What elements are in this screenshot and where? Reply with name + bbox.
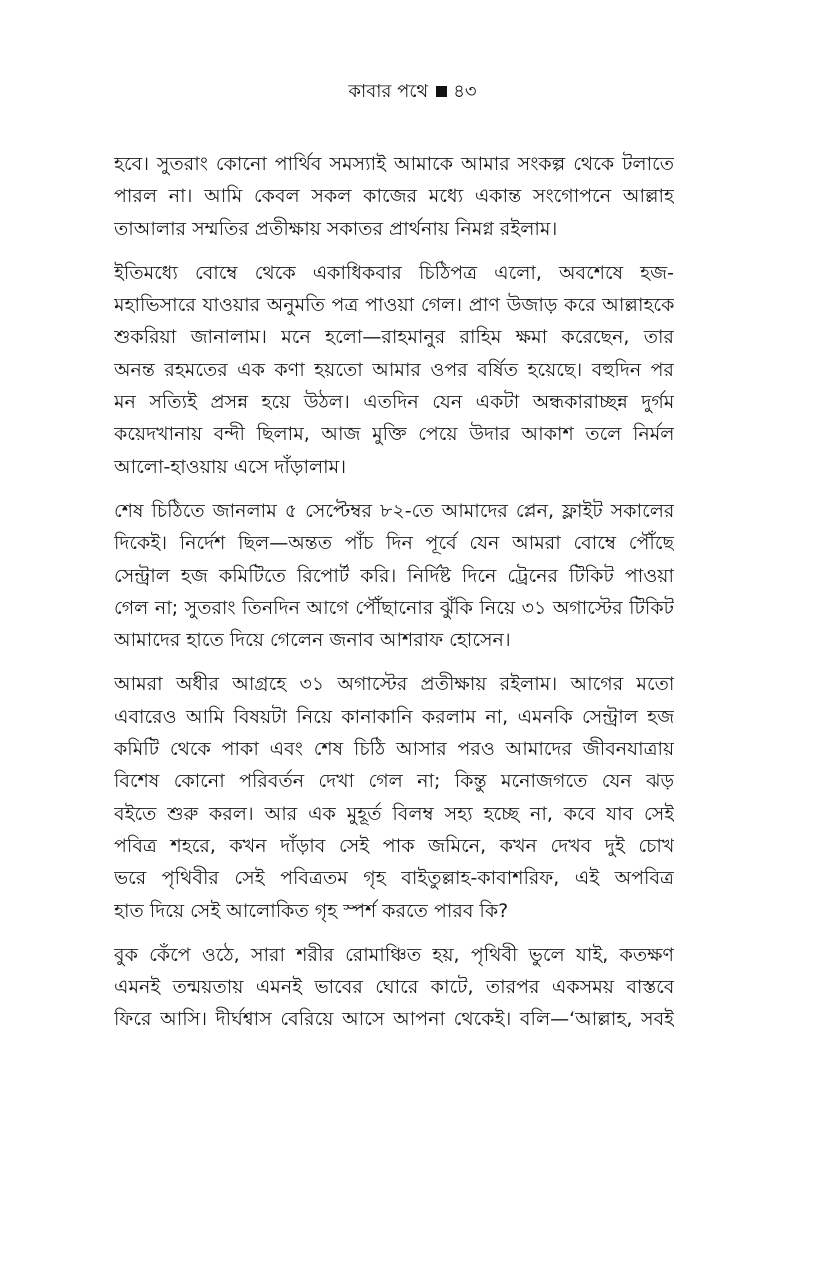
text-line: এবারেও আমি বিষয়টা নিয়ে কানাকানি করলাম না, এমনকি সেন্ট্রাল হজ	[114, 705, 674, 728]
page-number: ৪৩	[453, 81, 477, 102]
text-line: হাত দিয়ে সেই আলোকিত গৃহ স্পর্শ করতে পারব কি?	[114, 899, 509, 922]
paragraph	[114, 668, 674, 926]
paragraph	[114, 148, 674, 245]
text-line: হবে। সুতরাং কোনো পার্থিব সমস্যাই আমাকে আমার সংকল্প থেকে টলাতে	[114, 153, 674, 175]
text-line: আমাদের হাতে দিয়ে গেলেন জনাব আশরাফ হোসেন।	[114, 629, 511, 652]
paragraph	[114, 939, 674, 1036]
text-line: পবিত্র শহরে, কখন দাঁড়াব সেই পাক জমিনে, কখন দেখব দুই চোখ	[114, 834, 674, 857]
text-line: মন সত্যিই প্রসন্ন হয়ে উঠল। এতদিন যেন একটা অন্ধকারাচ্ছন্ন দুর্গম	[114, 391, 674, 414]
text-line: ভরে পৃথিবীর সেই পবিত্রতম গৃহ বাইতুল্লাহ-কাবাশরিফ, এই অপবিত্র	[114, 867, 674, 890]
text-line: বিশেষ কোনো পরিবর্তন দেখা গেল না; কিন্তু মনোজগতে যেন ঝড়	[114, 770, 674, 793]
text-line: সেন্ট্রাল হজ কমিটিতে রিপোর্ট করি। নির্দিষ্ট দিনে ট্রেনের টিকিট পাওয়া	[114, 564, 674, 587]
text-line: বুক কেঁপে ওঠে, সারা শরীর রোমাঞ্চিত হয়, পৃথিবী ভুলে যাই, কতক্ষণ	[114, 943, 674, 966]
text-line: দিকেই। নির্দেশ ছিল—অন্তত পাঁচ দিন পূর্বে যেন আমরা বোম্বে পৌঁছে	[114, 532, 674, 555]
header-title: কাবার পথে	[348, 81, 429, 102]
square-bullet-icon	[436, 86, 447, 97]
text-line: অনন্ত রহমতের এক কণা হয়তো আমার ওপর বর্ষিত হয়েছে। বহুদিন পর	[114, 358, 674, 381]
text-line: কমিটি থেকে পাকা এবং শেষ চিঠি আসার পরও আমাদের জীবনযাত্রায়	[114, 738, 674, 761]
running-header	[0, 80, 825, 104]
text-line: তাআলার সম্মতির প্রতীক্ষায় সকাতর প্রার্থনায় নিমগ্ন রইলাম।	[114, 217, 558, 240]
text-line: শেষ চিঠিতে জানলাম ৫ সেপ্টেম্বর ৮২-তে আমাদের প্লেন, ফ্লাইট সকালের	[114, 499, 674, 522]
text-line: শুকরিয়া জানালাম। মনে হলো—রাহমানুর রাহিম ক্ষমা করেছেন, তার	[114, 326, 674, 349]
text-line: বইতে শুরু করল। আর এক মুহূর্ত বিলম্ব সহ্য হচ্ছে না, কবে যাব সেই	[114, 802, 674, 825]
paragraph	[114, 257, 674, 483]
text-line: ফিরে আসি। দীর্ঘশ্বাস বেরিয়ে আসে আপনা থেকেই। বলি—‘আল্লাহ, সবই	[114, 1008, 674, 1031]
body-text	[114, 148, 674, 1048]
text-line: এমনই তন্ময়তায় এমনই ভাবের ঘোরে কাটে, তারপর একসময় বাস্তবে	[114, 976, 674, 999]
text-line: ইতিমধ্যে বোম্বে থেকে একাধিকবার চিঠিপত্র এলো, অবশেষে হজ-	[114, 261, 674, 284]
paragraph	[114, 495, 674, 656]
text-line: গেল না; সুতরাং তিনদিন আগে পৌঁছানোর ঝুঁকি নিয়ে ৩১ অগাস্টের টিকিট	[114, 596, 674, 619]
text-line: মহাভিসারে যাওয়ার অনুমতি পত্র পাওয়া গেল। প্রাণ উজাড় করে আল্লাহকে	[114, 294, 674, 317]
text-line: পারল না। আমি কেবল সকল কাজের মধ্যে একান্ত সংগোপনে আল্লাহ	[114, 185, 674, 208]
text-line: কয়েদখানায় বন্দী ছিলাম, আজ মুক্তি পেয়ে উদার আকাশ তলে নির্মল	[114, 423, 674, 446]
text-line: আমরা অধীর আগ্রহে ৩১ অগাস্টের প্রতীক্ষায় রইলাম। আগের মতো	[114, 673, 674, 696]
text-line: আলো-হাওয়ায় এসে দাঁড়ালাম।	[114, 455, 346, 478]
